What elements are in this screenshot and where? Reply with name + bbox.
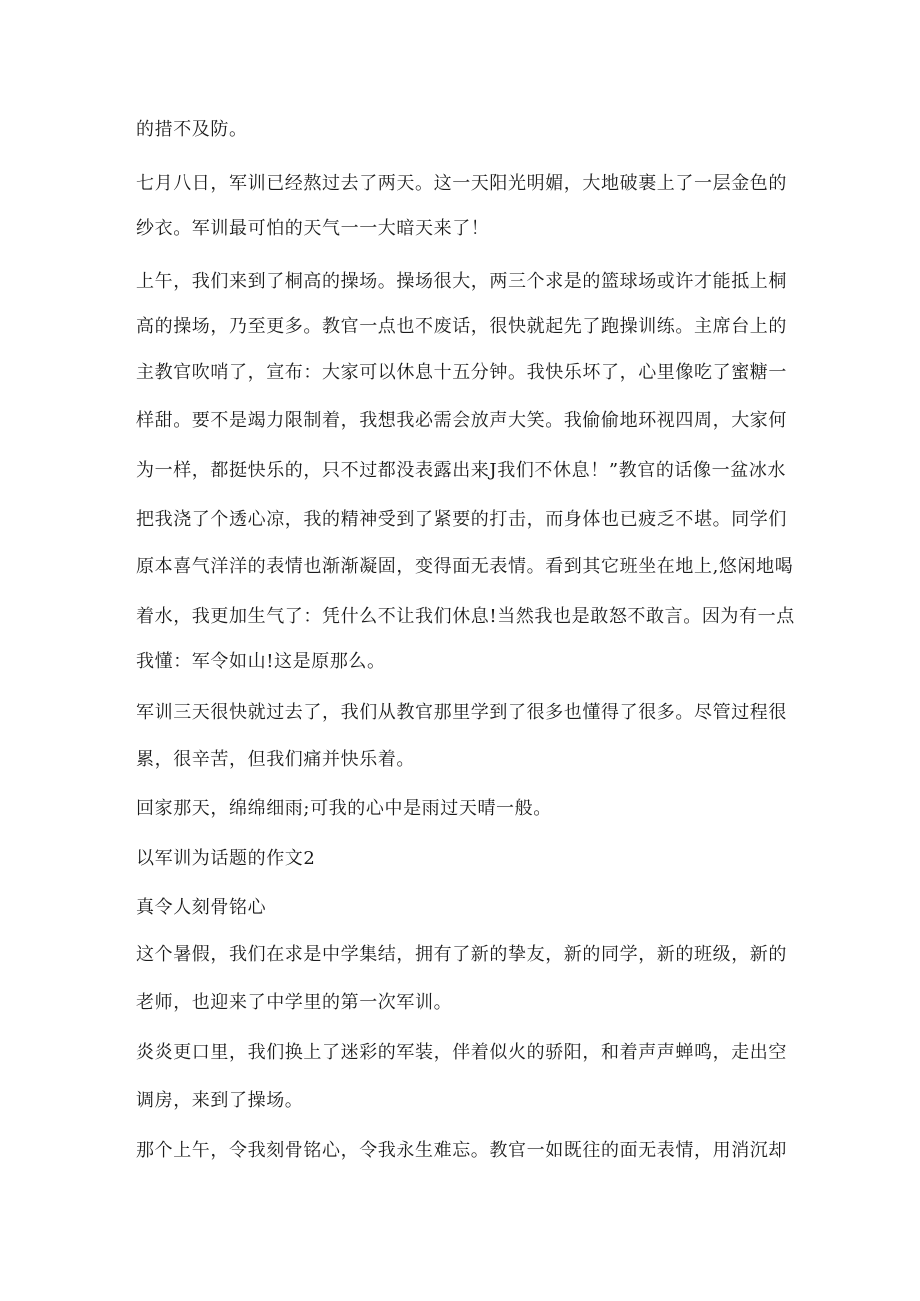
text-line: 纱衣。军训最可怕的天气一一大暗天来了！: [136, 218, 490, 239]
text-line: 累，很辛苦，但我们痛并快乐着。: [136, 749, 415, 770]
section-heading: 以军训为话题的作文2: [136, 848, 316, 869]
text-line: 那个上午，令我刻骨铭心，令我永生难忘。教官一如既往的面无表情，用消沉却: [136, 1140, 787, 1161]
text-line: 原本喜气洋洋的表情也渐渐凝固，变得面无表情。看到其它班坐在地上,悠闲地喝: [136, 556, 794, 577]
text-line: 军训三天很快就过去了，我们从教官那里学到了很多也懂得了很多。尽管过程很: [136, 702, 787, 723]
text-line: 样甜。要不是竭力限制着，我想我必需会放声大笑。我偷偷地环视四周，大家何: [136, 410, 787, 431]
text-line: 回家那天，绵绵细雨;可我的心中是雨过天晴一般。: [136, 798, 552, 819]
text-line: 着水，我更加生气了：凭什么不让我们休息!当然我也是敢怒不敢言。因为有一点: [136, 606, 795, 627]
text-line: 这个暑假，我们在求是中学集结，拥有了新的挚友，新的同学，新的班级，新的: [136, 944, 787, 965]
text-line: 主教官吹哨了，宣布：大家可以休息十五分钟。我快乐坏了，心里像吃了蜜糖一: [136, 362, 787, 383]
text-line: 上午，我们来到了桐高的操场。操场很大，两三个求是的篮球场或许才能抵上桐: [136, 271, 787, 292]
text-line: 调房，来到了操场。: [136, 1090, 304, 1111]
section-subheading: 真令人刻骨铭心: [136, 897, 267, 918]
text-line: 老师，也迎来了中学里的第一次军训。: [136, 992, 453, 1013]
text-line: 把我浇了个透心凉，我的精神受到了紧要的打击，而身体也已疲乏不堪。同学们: [136, 509, 787, 530]
text-line: 的措不及防。: [136, 119, 248, 140]
text-line: 高的操场，乃至更多。教官一点也不废话，很快就起先了跑操训练。主席台上的: [136, 316, 787, 337]
text-line: 炎炎更口里，我们换上了迷彩的军装，伴着似火的骄阳，和着声声蝉鸣，走出空: [136, 1042, 787, 1063]
text-line: 我懂：军令如山!这是原那么。: [136, 651, 386, 672]
text-line: 为一样，都挺快乐的，只不过都没表露出来J我们不休息！”教官的话像一盆冰水: [136, 460, 787, 481]
text-line: 七月八日，军训已经熬过去了两天。这一天阳光明媚，大地破裹上了一层金色的: [136, 173, 787, 194]
